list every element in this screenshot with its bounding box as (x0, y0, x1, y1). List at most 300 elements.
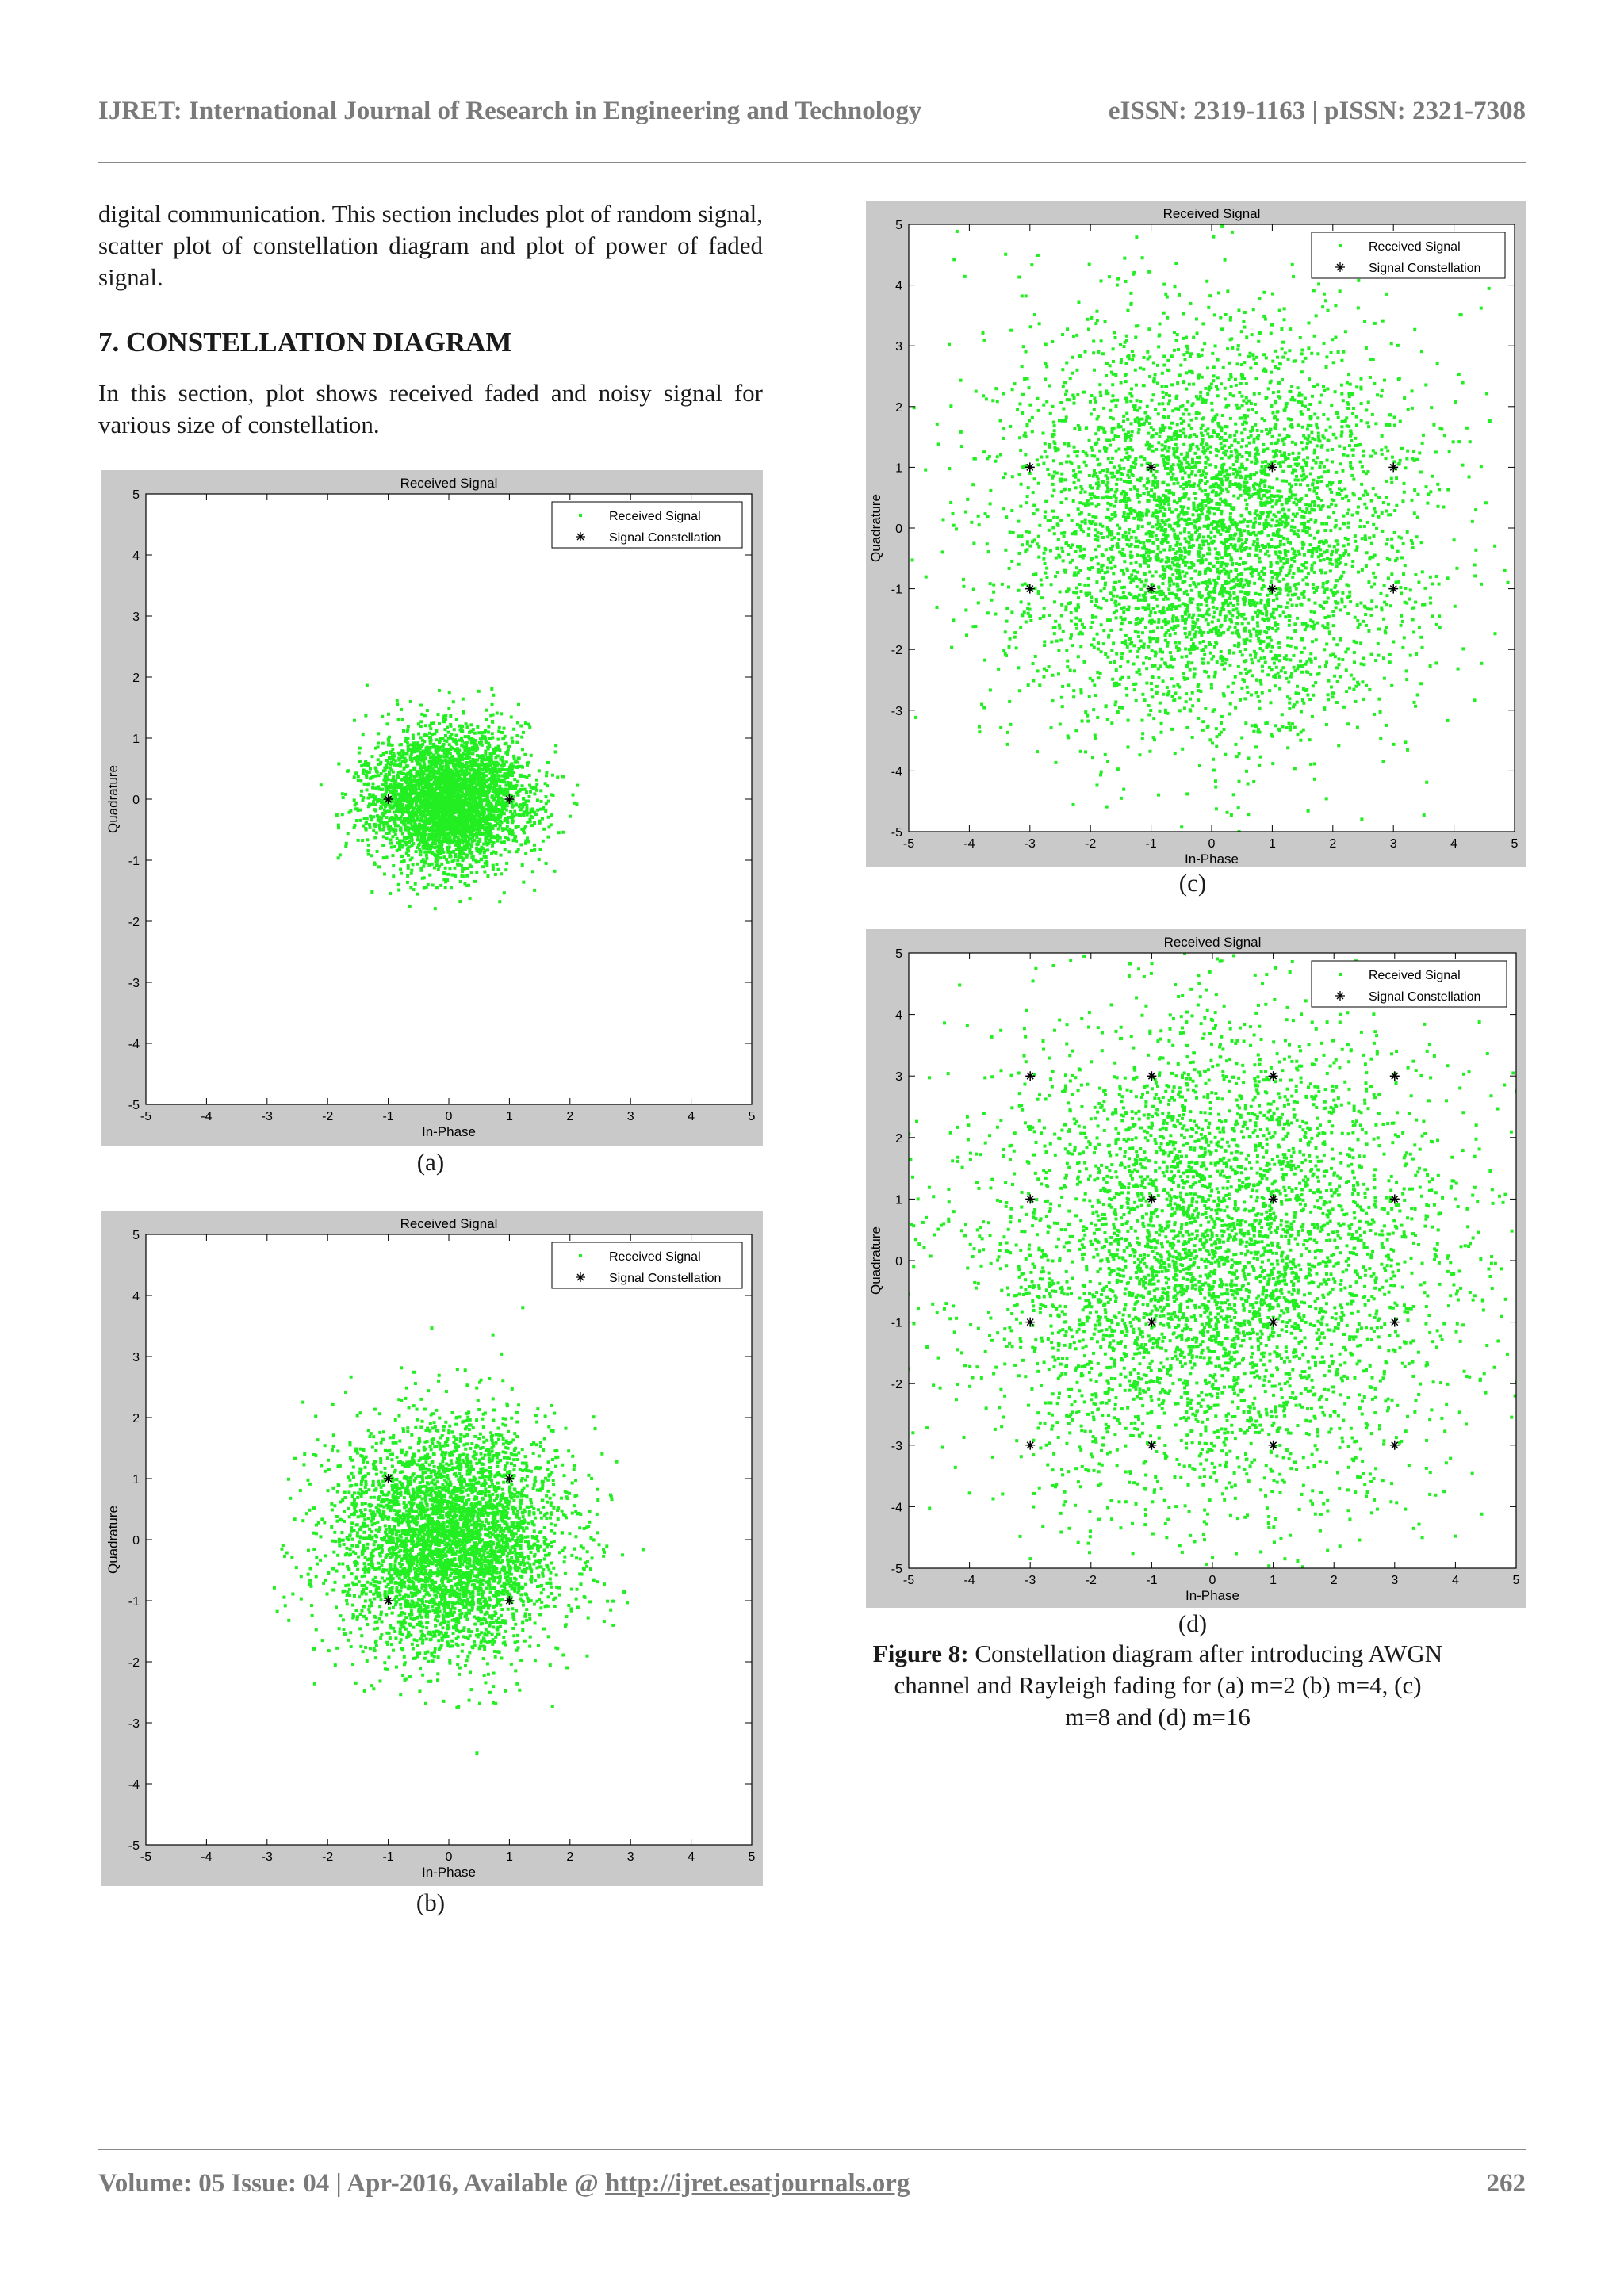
received-point (397, 889, 400, 892)
received-point (550, 1586, 553, 1589)
received-point (490, 687, 493, 691)
received-point (444, 734, 447, 737)
received-point (496, 1456, 499, 1459)
received-point (454, 786, 457, 789)
received-point (418, 829, 421, 832)
received-point (411, 810, 414, 813)
received-point (503, 812, 506, 815)
received-point (351, 1663, 354, 1666)
received-point (396, 774, 399, 777)
received-point (488, 1586, 492, 1590)
received-point (488, 768, 492, 771)
received-point (406, 772, 409, 775)
received-point (486, 763, 489, 766)
received-point (384, 779, 387, 783)
received-point (522, 797, 525, 800)
received-point (483, 828, 486, 832)
received-point (485, 1482, 488, 1485)
received-point (371, 803, 374, 806)
received-point (365, 774, 368, 777)
received-point (458, 798, 462, 801)
received-point (358, 819, 362, 822)
received-point (416, 893, 419, 896)
received-point (522, 813, 525, 817)
received-point (406, 800, 409, 803)
received-point (303, 1452, 306, 1456)
received-point (470, 813, 473, 816)
received-point (411, 857, 414, 860)
received-point (471, 748, 474, 752)
scatter-chart-b (102, 1211, 763, 1886)
received-point (515, 803, 518, 806)
received-point (497, 768, 500, 771)
subcaption-a: (a) (416, 1148, 445, 1176)
received-point (473, 1435, 477, 1438)
received-point (494, 851, 497, 855)
received-point (496, 868, 500, 871)
received-point (569, 815, 572, 818)
received-point (487, 725, 490, 729)
received-point (487, 809, 490, 813)
received-point (498, 792, 501, 795)
received-point (442, 1429, 445, 1432)
received-point (585, 1655, 588, 1658)
received-point (496, 738, 500, 741)
received-point (474, 783, 477, 786)
received-point (465, 855, 469, 859)
received-point (525, 1608, 528, 1611)
received-point (428, 760, 431, 763)
received-point (402, 767, 405, 771)
received-point (496, 774, 500, 777)
received-point (434, 775, 437, 779)
received-point (420, 754, 423, 757)
received-point (481, 768, 484, 771)
received-point (515, 826, 518, 829)
received-point (390, 756, 393, 760)
received-point (396, 702, 399, 706)
received-point (401, 832, 404, 836)
received-point (511, 1627, 515, 1630)
received-point (522, 731, 525, 734)
received-point (530, 824, 534, 827)
received-point (376, 1521, 379, 1524)
received-point (306, 1479, 309, 1482)
received-point (423, 766, 427, 769)
received-point (550, 813, 553, 817)
received-point (495, 1433, 498, 1436)
received-point (377, 865, 381, 868)
received-point (428, 765, 431, 768)
received-point (527, 840, 530, 844)
received-point (435, 738, 439, 741)
received-point (498, 900, 501, 903)
received-point (339, 853, 342, 856)
received-point (359, 1411, 362, 1414)
received-point (481, 865, 485, 868)
received-point (497, 729, 500, 733)
received-point (360, 790, 363, 793)
received-point (452, 740, 455, 743)
received-point (480, 763, 483, 767)
x-tick-label: 5 (748, 1110, 756, 1123)
received-point (382, 828, 385, 832)
y-tick-label: -2 (128, 916, 140, 929)
received-point (596, 1580, 599, 1583)
received-point (498, 789, 501, 792)
received-point (341, 1562, 344, 1565)
received-point (428, 739, 431, 742)
received-point (453, 859, 456, 862)
received-point (377, 816, 381, 819)
received-point (353, 719, 356, 722)
received-point (412, 798, 415, 802)
received-point (485, 836, 488, 840)
received-point (418, 783, 421, 786)
received-point (377, 741, 380, 744)
received-point (344, 793, 347, 796)
received-point (449, 839, 452, 842)
received-point (492, 694, 495, 697)
received-point (402, 772, 405, 775)
received-point (473, 739, 477, 742)
received-point (389, 892, 392, 895)
received-point (474, 770, 477, 773)
received-point (446, 848, 450, 851)
received-point (503, 891, 506, 894)
received-point (556, 775, 559, 779)
received-point (472, 855, 475, 858)
received-point (403, 817, 406, 820)
received-point (460, 737, 463, 740)
received-point (401, 718, 404, 721)
received-point (379, 807, 382, 810)
received-point (506, 821, 509, 824)
received-point (513, 1432, 516, 1435)
received-point (385, 837, 389, 840)
received-point (481, 817, 485, 821)
received-point (424, 778, 427, 781)
received-point (484, 729, 487, 732)
received-point (381, 802, 385, 805)
received-point (423, 844, 427, 847)
received-point (442, 714, 446, 718)
received-point (526, 813, 529, 817)
received-point (462, 857, 465, 860)
received-point (391, 779, 394, 782)
intro-paragraph: digital communication. This section includes plot of random signal, scatter plot of constellation diagram and plot of power of faded signal. (98, 200, 764, 291)
received-point (293, 1517, 297, 1521)
received-point (462, 821, 465, 825)
received-point (382, 821, 385, 825)
received-point (423, 851, 427, 854)
received-point (308, 1509, 311, 1512)
received-point (526, 836, 529, 840)
received-point (457, 863, 460, 867)
received-point (384, 811, 387, 814)
received-point (500, 1608, 504, 1611)
received-point (564, 1427, 567, 1430)
received-point (449, 714, 452, 718)
received-point (493, 783, 496, 786)
received-point (465, 722, 468, 725)
received-point (376, 771, 379, 774)
received-point (459, 769, 462, 772)
received-point (448, 867, 451, 870)
received-point (523, 831, 526, 834)
received-point (482, 1436, 485, 1439)
received-point (375, 831, 378, 834)
received-point (496, 764, 499, 767)
received-point (455, 842, 458, 845)
received-point (442, 765, 445, 768)
received-point (529, 790, 532, 794)
received-point (376, 850, 379, 853)
received-point (399, 1641, 402, 1644)
received-point (457, 776, 460, 779)
received-point (425, 1621, 428, 1624)
received-point (481, 806, 485, 809)
received-point (486, 826, 489, 829)
received-point (435, 859, 439, 863)
received-point (544, 782, 547, 785)
received-point (347, 1475, 350, 1479)
received-point (452, 850, 455, 853)
received-point (502, 1481, 505, 1484)
received-point (401, 760, 404, 763)
received-point (350, 1529, 353, 1533)
received-point (417, 732, 420, 735)
received-point (382, 835, 385, 838)
received-point (543, 1548, 546, 1552)
received-point (443, 728, 446, 731)
received-point (458, 806, 462, 809)
received-point (399, 771, 402, 775)
received-point (448, 790, 451, 793)
received-point (390, 1643, 393, 1646)
received-point (475, 836, 478, 839)
received-point (438, 722, 441, 725)
received-point (508, 829, 511, 832)
received-point (393, 819, 396, 822)
received-point (515, 1682, 519, 1686)
received-point (517, 757, 520, 760)
received-point (472, 834, 475, 837)
y-tick-label: 3 (132, 610, 140, 624)
received-point (439, 740, 442, 743)
received-point (344, 844, 347, 848)
received-point (382, 1506, 385, 1509)
received-point (526, 1535, 529, 1538)
received-point (469, 769, 472, 772)
x-tick-label: 3 (626, 1110, 634, 1123)
received-point (395, 1586, 398, 1590)
received-point (416, 755, 419, 758)
received-point (483, 775, 486, 778)
received-point (516, 780, 519, 783)
received-point (421, 781, 424, 784)
received-point (462, 757, 465, 760)
received-point (510, 715, 513, 718)
received-point (335, 1570, 339, 1573)
received-point (441, 789, 444, 792)
received-point (408, 1675, 412, 1678)
x-tick-label: 4 (688, 1110, 695, 1123)
received-point (514, 1623, 517, 1626)
received-point (308, 1578, 312, 1582)
received-point (492, 1586, 496, 1590)
received-point (511, 740, 514, 744)
received-point (307, 1573, 310, 1576)
received-point (542, 1448, 545, 1452)
received-point (541, 817, 544, 820)
received-point (438, 1374, 441, 1377)
received-point (416, 811, 419, 814)
received-point (480, 731, 483, 734)
received-point (438, 797, 441, 800)
received-point (448, 770, 451, 773)
received-point (483, 871, 486, 874)
received-point (410, 748, 413, 752)
received-point (461, 782, 464, 785)
received-point (487, 1673, 490, 1676)
received-point (462, 712, 465, 715)
received-point (550, 1561, 553, 1564)
received-point (408, 804, 412, 807)
received-point (414, 783, 417, 786)
received-point (499, 854, 502, 857)
received-point (467, 830, 470, 833)
received-point (603, 1620, 606, 1623)
received-point (372, 829, 375, 832)
received-point (354, 802, 358, 805)
received-point (435, 886, 439, 889)
received-point (363, 783, 366, 786)
received-point (419, 736, 423, 739)
received-point (448, 855, 451, 858)
received-point (446, 1525, 450, 1528)
received-point (335, 813, 339, 817)
received-point (357, 1556, 360, 1559)
received-point (421, 770, 424, 773)
received-point (507, 1608, 510, 1611)
y-tick-label: 5 (132, 488, 140, 502)
received-point (425, 1626, 428, 1629)
received-point (510, 1483, 513, 1486)
received-point (524, 799, 527, 802)
received-point (369, 1590, 372, 1593)
received-point (526, 821, 529, 824)
received-point (571, 1482, 574, 1485)
received-point (461, 802, 464, 806)
received-point (603, 1582, 606, 1586)
received-point (380, 772, 383, 775)
received-point (454, 794, 457, 798)
received-point (395, 809, 398, 813)
received-point (370, 854, 373, 857)
received-point (433, 846, 436, 849)
received-point (491, 732, 494, 735)
received-point (538, 858, 541, 861)
received-point (448, 809, 451, 812)
received-point (342, 1539, 345, 1542)
received-point (366, 849, 370, 852)
received-point (458, 839, 461, 842)
received-point (387, 713, 390, 716)
received-point (420, 713, 423, 716)
received-point (440, 809, 443, 813)
received-point (499, 816, 502, 819)
received-point (424, 724, 427, 727)
received-point (388, 744, 391, 747)
received-point (426, 709, 429, 712)
received-point (416, 804, 419, 807)
received-point (342, 796, 345, 799)
received-point (494, 873, 497, 876)
received-point (519, 843, 523, 846)
received-point (455, 718, 458, 721)
received-point (500, 731, 504, 734)
received-point (528, 725, 531, 729)
received-point (483, 764, 486, 767)
received-point (538, 769, 541, 772)
received-point (381, 742, 385, 745)
received-point (353, 798, 356, 802)
received-point (526, 1475, 529, 1478)
received-point (423, 763, 426, 767)
received-point (436, 746, 439, 749)
received-point (393, 1525, 396, 1528)
received-point (385, 759, 389, 762)
received-point (515, 840, 518, 843)
received-point (466, 793, 469, 796)
received-point (384, 1524, 387, 1527)
received-point (315, 1532, 318, 1535)
received-point (385, 786, 389, 789)
received-point (394, 779, 397, 783)
x-tick-label: 2 (566, 1110, 574, 1123)
received-point (447, 737, 450, 740)
received-point (409, 743, 412, 746)
received-point (532, 1487, 535, 1490)
received-point (444, 748, 447, 752)
received-point (433, 801, 436, 804)
received-point (491, 703, 494, 706)
received-point (615, 1460, 619, 1464)
received-point (523, 788, 527, 791)
received-point (282, 1596, 285, 1599)
received-point (414, 1426, 417, 1429)
received-point (462, 806, 465, 809)
received-point (359, 809, 362, 812)
received-point (463, 882, 466, 885)
header-rule (98, 162, 1526, 163)
received-point (394, 1636, 397, 1640)
received-point (486, 795, 489, 798)
received-point (399, 868, 402, 871)
received-point (500, 872, 503, 875)
received-point (407, 725, 410, 728)
received-point (449, 822, 452, 825)
received-point (511, 737, 514, 740)
received-point (469, 825, 473, 828)
received-point (418, 1437, 421, 1440)
received-point (368, 804, 371, 807)
received-point (469, 795, 472, 798)
received-point (423, 740, 426, 743)
received-point (419, 765, 422, 768)
received-point (501, 807, 504, 810)
